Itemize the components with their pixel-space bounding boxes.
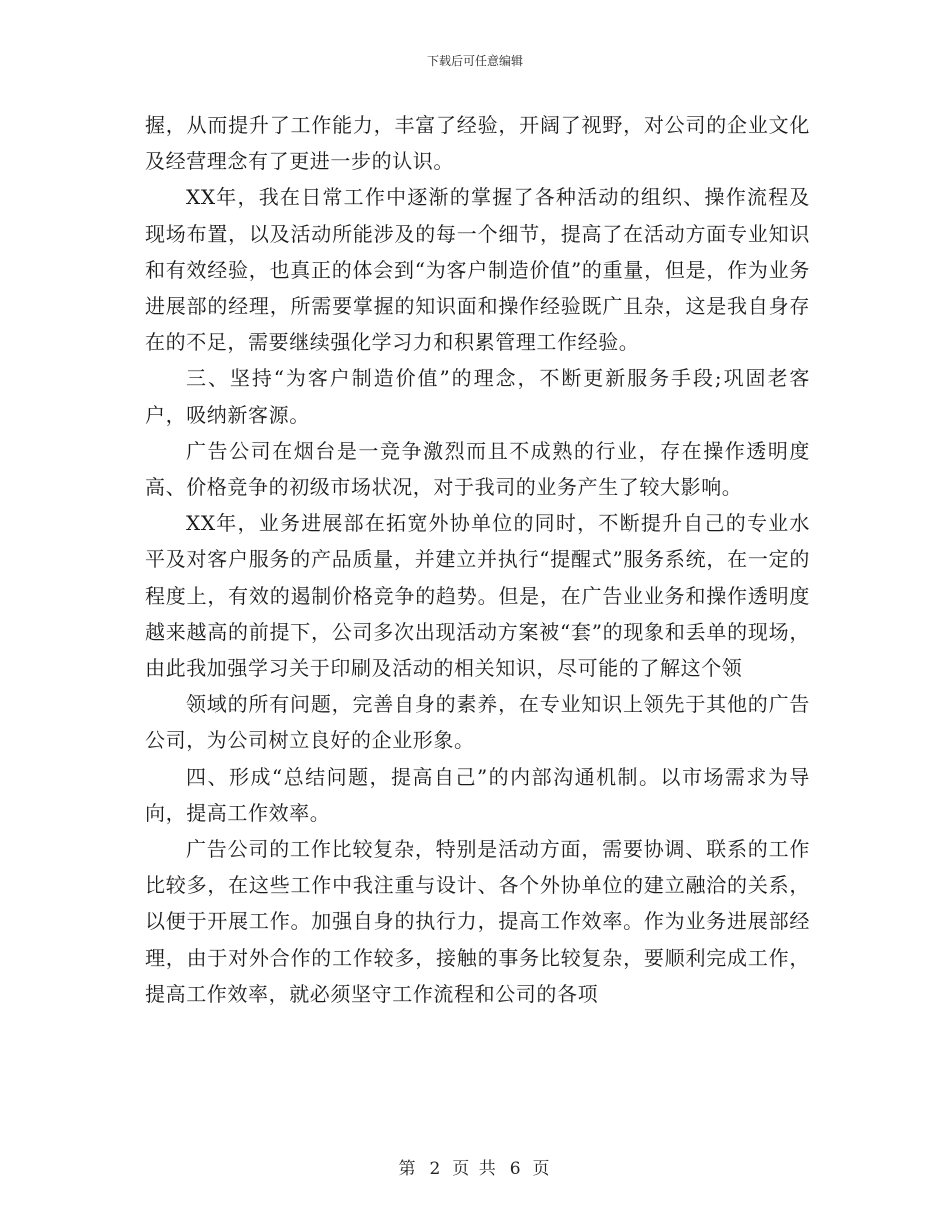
current-page-number: 2 xyxy=(429,1159,441,1179)
paragraph-heading: 三、坚持“为客户制造价值”的理念，不断更新服务手段;巩固老客户，吸纳新客源。 xyxy=(145,366,810,427)
paragraph: XX年，业务进展部在拓宽外协单位的同时，不断提升自己的专业水平及对客户服务的产品质量，并建立并执行“提醒式”服务系统，在一定的程度上，有效的遏制价格竞争的趋势。但是，在广告业业务和操作透明度越来越高的前提下，公司多次出现活动方案被“套”的现象和丢单的现场，由此我加强学习关于印刷及活动的相关知识，尽可能的了解这个领 xyxy=(145,511,810,681)
paragraph: 广告公司在烟台是一竞争激烈而且不成熟的行业，存在操作透明度高、价格竞争的初级市场状况，对于我司的业务产生了较大影响。 xyxy=(145,438,810,500)
paragraph: 领域的所有问题，完善自身的素养，在专业知识上领先于其他的广告公司，为公司树立良好的企业形象。 xyxy=(145,692,810,753)
footer-suffix: 页 xyxy=(532,1159,552,1179)
page-footer xyxy=(0,1154,950,1179)
paragraph-heading: 四、形成“总结问题，提高自己”的内部沟通机制。以市场需求为导向，提高工作效率。 xyxy=(145,764,810,825)
paragraph: 广告公司的工作比较复杂，特别是活动方面，需要协调、联系的工作比较多，在这些工作中我注重与设计、各个外协单位的建立融洽的关系，以便于开展工作。加强自身的执行力，提高工作效率。作为业务进展部经理，由于对外合作的工作较多，接触的事务比较复杂，要顺利完成工作，提高工作效率，就必须坚守工作流程和公司的各项 xyxy=(145,837,810,1006)
total-page-count: 6 xyxy=(509,1159,521,1179)
footer-middle: 页 共 xyxy=(452,1159,498,1179)
page-header: 下载后可任意编辑 xyxy=(426,54,523,68)
paragraph: XX年，我在日常工作中逐渐的掌握了各种活动的组织、操作流程及现场布置，以及活动所能涉及的每一个细节，提高了在活动方面专业知识和有效经验，也真正的体会到“为客户制造价值”的重量，但是，作为业务进展部的经理，所需要掌握的知识面和操作经验既广且杂，这是我自身存在的不足，需要继续强化学习力和积累管理工作经验。 xyxy=(145,185,810,355)
paragraph: 握，从而提升了工作能力，丰富了经验，开阔了视野，对公司的企业文化及经营理念有了更进一步的认识。 xyxy=(145,113,810,174)
document-body xyxy=(145,107,810,1012)
footer-prefix: 第 xyxy=(398,1159,418,1179)
